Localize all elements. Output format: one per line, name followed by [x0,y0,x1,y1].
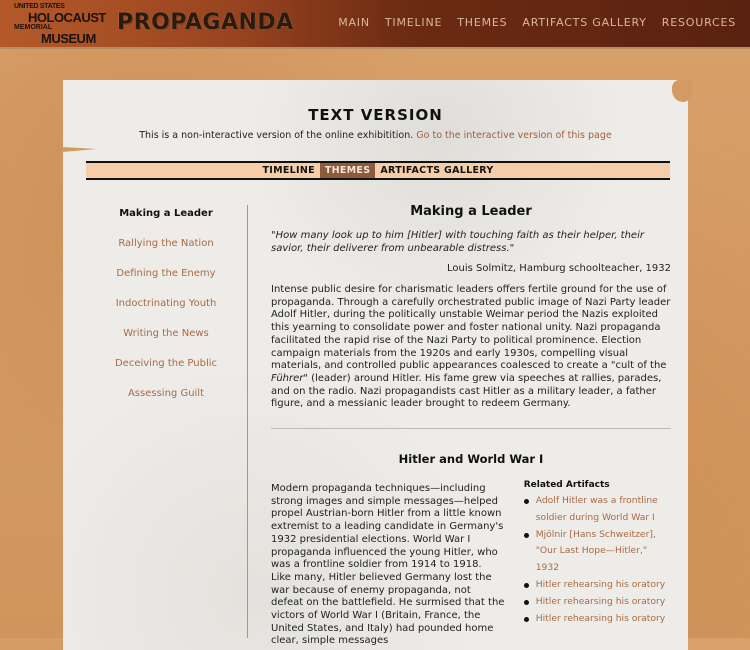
related-artifact-label: Hitler rehearsing his oratory [535,612,666,624]
intro-text-1: Intense public desire for charismatic leaders offers fertile ground for the use of propaganda. Through a carefully orchestrated public image of Nazi Party leader Adolf Hitler, during the politically unstable Weimar period the Nazis exploited this yearning to consolidate power and foster national unity. Nazi propaganda facilitated the rapid rise of the Nazi Party to political prominence. Election campaign materials from the 1920s and early 1930s, compelling visual materials, and controlled public appearances coalesced to create a "cult of the [271,284,671,372]
nav-resources[interactable]: RESOURCES [661,16,736,29]
sidebar-item-deceiving-the-public[interactable]: Deceiving the Public [114,358,218,369]
themes-sidebar [86,208,246,418]
sidebar-item-assessing-guilt[interactable]: Assessing Guilt [127,388,205,399]
site-header [0,0,750,49]
site-title[interactable]: PROPAGANDA [117,10,294,35]
subsection-body: Modern propaganda techniques—including strong images and simple messages—helped propel Austrian-born Hitler from a little known extremist to a leading candidate in Germany's 1932 presidential elections. World War I propaganda influenced the young Hitler, who was a frontline soldier from 1914 to 1918. Like many, Hitler believed Germany lost the war because of enemy propaganda, not defeat on the battlefield. He surmised that the victors of World War I (Britain, France, the United States, and Italy) had pounded home clear, simple messages [271,483,505,647]
sidebar-item-writing-the-news[interactable]: Writing the News [123,328,209,339]
museum-logo[interactable] [14,3,106,45]
quote-citation: Louis Solmitz, Hamburg schoolteacher, 1932 [446,263,671,274]
intro-emphasis: Führer [271,372,304,384]
section-title: Making a Leader [410,204,532,219]
logo-line-1: UNITED STATES [14,3,65,10]
related-artifact-link[interactable] [524,527,671,577]
sidebar-item-making-a-leader[interactable]: Making a Leader [119,208,213,219]
paper-tear-decoration [672,80,692,102]
subnav-artifacts-gallery[interactable]: ARTIFACTS GALLERY [380,165,494,176]
bullet-icon [524,533,529,538]
related-artifact-label: Hitler rehearsing his oratory [535,595,666,607]
interactive-version-link[interactable]: Go to the interactive version of this page [416,130,612,141]
related-artifact-link[interactable] [524,594,671,611]
related-artifact-label: Adolf Hitler was a frontline soldier during World War I [535,495,658,523]
bullet-icon [524,617,529,622]
related-artifact-link[interactable] [524,493,671,527]
nav-main[interactable]: MAIN [338,16,370,29]
main-content [271,204,671,648]
related-artifact-link[interactable] [524,577,671,594]
nav-timeline[interactable]: TIMELINE [384,16,443,29]
sidebar-divider [247,205,248,638]
related-artifact-label: Hitler rehearsing his oratory [535,579,666,591]
related-artifacts [523,480,671,648]
logo-line-4: MUSEUM [41,31,96,46]
intro-text-2: " (leader) around Hitler. His fame grew via speeches at rallies, parades, and on the radio. Nazi propagandists cast Hitler as a military leader, a father figure, and a messianic leader brought to redeem Germany. [271,372,662,410]
related-artifact-label: Mjölnir [Hans Schweitzer], "Our Last Hope—Hitler," 1932 [535,528,656,574]
bullet-icon [524,583,529,588]
top-nav [338,16,736,29]
logo-line-2: HOLOCAUST [28,10,106,25]
related-artifacts-list [524,493,671,627]
bullet-icon [524,499,529,504]
subtitle-text: This is a non-interactive version of the online exhibitition. [139,130,414,141]
subsection-title: Hitler and World War I [398,452,544,467]
related-artifacts-title: Related Artifacts [523,480,610,491]
text-version-title: TEXT VERSION [308,106,443,124]
related-artifact-link[interactable] [524,611,671,628]
text-version-subtitle [63,130,688,141]
quote: "How many look up to him [Hitler] with touching faith as their helper, their savior, their deliverer from unbearable distress." [271,230,644,254]
nav-themes[interactable]: THEMES [457,16,508,29]
sidebar-item-defining-the-enemy[interactable]: Defining the Enemy [116,268,216,279]
subnav-timeline[interactable]: TIMELINE [262,165,315,176]
sidebar-item-rallying-the-nation[interactable]: Rallying the Nation [118,238,214,249]
section-divider [271,428,671,429]
sub-nav [86,161,670,180]
intro-paragraph [271,284,671,411]
subnav-themes[interactable]: THEMES [320,163,376,178]
subsection-columns [271,480,671,648]
sidebar-item-indoctrinating-youth[interactable]: Indoctrinating Youth [115,298,217,309]
nav-artifacts-gallery[interactable]: ARTIFACTS GALLERY [522,16,647,29]
logo-line-3: MEMORIAL [14,24,53,31]
bullet-icon [524,600,529,605]
